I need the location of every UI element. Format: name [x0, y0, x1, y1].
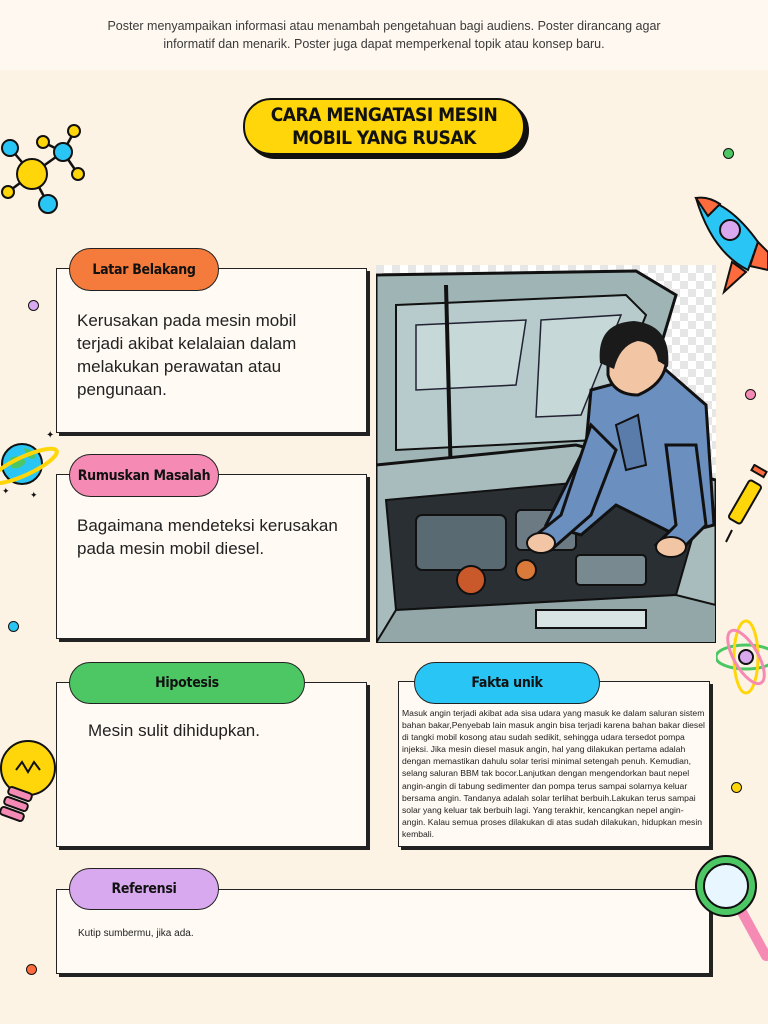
- magnifier-icon: [692, 852, 768, 962]
- latar-belakang-label-text: Latar Belakang: [92, 261, 196, 278]
- rumuskan-masalah-card: [56, 474, 367, 639]
- lightbulb-icon: [0, 728, 58, 833]
- rumuskan-masalah-label-text: Rumuskan Masalah: [77, 467, 211, 484]
- fakta-unik-text: Masuk angin terjadi akibat ada sisa udara yang masuk ke dalam saluran sistem bahan bakar,Penyebab lain masuk angin bisa terjadi karena bahan bakar diesel di tangki mobil kosong atau sudah sedikit, sehingga udara tersedot pompa injeksi. Jika mesin diesel masuk angin, hal yang dilakukan pertama adalah dengan memastikan dahulu solar terisi minimal setengah penuh. Kemudian, selang saluran BBM tak bocor.Lanjutkan dengan mengendorkan baut nepel angin-angin di tabung sedimenter dan pompa terus sampai solarnya keluar bersama angin. Tandanya adalah solar terlihat berbuih.Lakukan terus sampai solar yang keluar tak berbuih lagi. Yang terakhir, kencangkan nepel angin-angin. Kalau semua proses dilakukan di atas sudah dilakukan, hidupkan mesin kembali.: [402, 708, 705, 839]
- referensi-label: [69, 868, 219, 910]
- molecule-icon: [0, 122, 90, 217]
- poster-title: [243, 98, 525, 155]
- latar-belakang-label: [69, 248, 219, 291]
- atom-icon: [716, 616, 768, 698]
- decor-dot: [8, 621, 19, 632]
- rumuskan-masalah-text: Bagaimana mendeteksi kerusakan pada mesin mobil diesel.: [77, 516, 338, 558]
- svg-text:✦: ✦: [46, 430, 55, 441]
- header-strip: [0, 0, 768, 70]
- rumuskan-masalah-label: [69, 454, 219, 497]
- mechanic-illustration: [376, 265, 716, 643]
- decor-dot: [731, 782, 742, 793]
- fakta-unik-card: [398, 681, 710, 847]
- hipotesis-text: Mesin sulit dihidupkan.: [88, 721, 260, 740]
- planet-icon: [0, 428, 60, 500]
- latar-belakang-card: [56, 268, 367, 433]
- hipotesis-card: [56, 682, 367, 847]
- decor-dot: [26, 964, 37, 975]
- referensi-text: Kutip sumbermu, jika ada.: [78, 928, 194, 939]
- hipotesis-label: [69, 662, 305, 704]
- hipotesis-label-text: Hipotesis: [155, 675, 219, 691]
- decor-dot: [28, 300, 39, 311]
- svg-text:✦: ✦: [30, 490, 38, 500]
- rocket-icon: [688, 192, 768, 304]
- poster-description: Poster menyampaikan informasi atau menambah pengetahuan bagi audiens. Poster dirancang agar informatif dan menarik. Poster juga dapat memperkenal topik atau konsep baru.: [107, 19, 661, 51]
- decor-dot: [745, 389, 756, 400]
- svg-text:✦: ✦: [2, 486, 10, 496]
- syringe-icon: [724, 464, 768, 546]
- latar-belakang-text: Kerusakan pada mesin mobil terjadi akibat kelalaian dalam melakukan perawatan atau pengunaan.: [77, 311, 297, 399]
- referensi-label-text: Referensi: [111, 881, 177, 897]
- fakta-unik-label-text: Fakta unik: [471, 675, 543, 691]
- poster-title-text: CARA MENGATASI MESIN MOBIL YANG RUSAK: [270, 103, 498, 149]
- decor-dot: [723, 148, 734, 159]
- fakta-unik-label: [414, 662, 600, 704]
